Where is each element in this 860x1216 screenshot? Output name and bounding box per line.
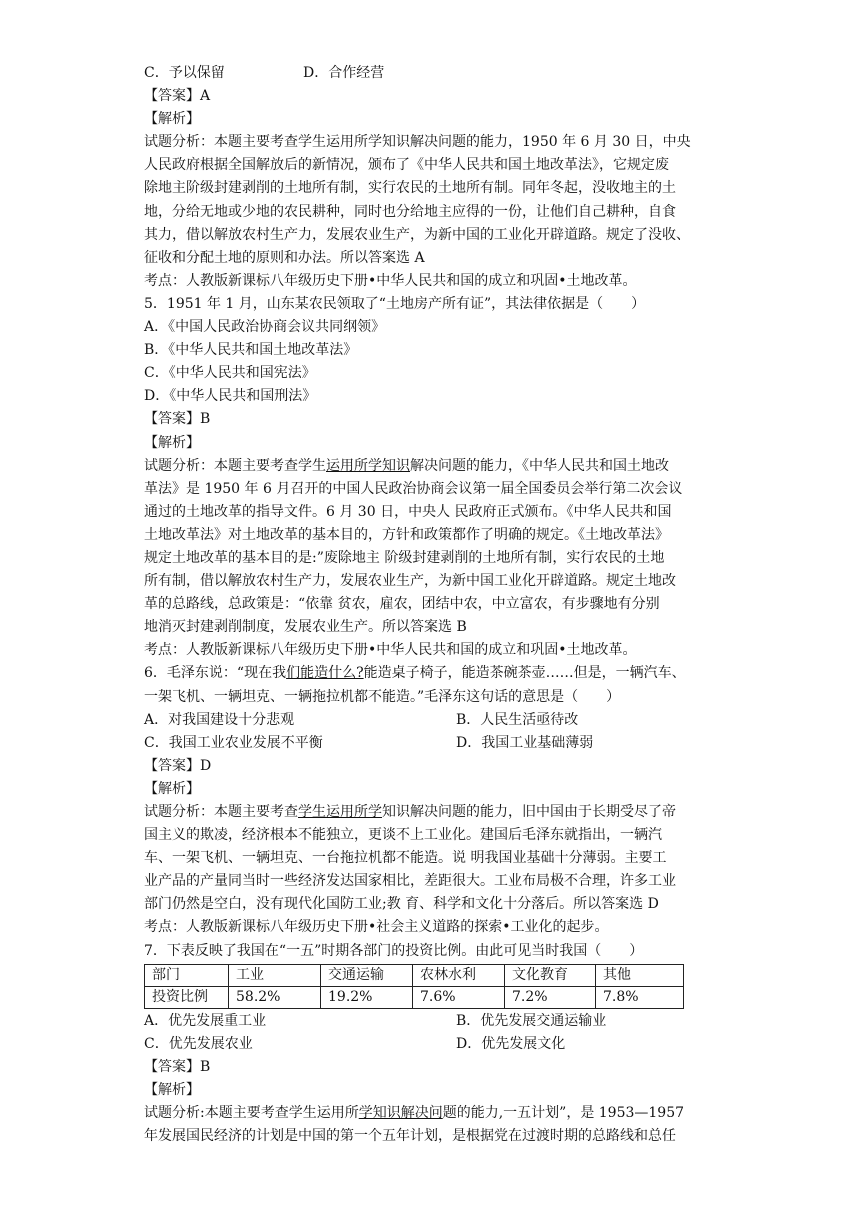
q5-analysis-line: 地消灭封建剥削制度，发展农业生产。所以答案选 B: [144, 619, 467, 636]
text-segment: 知识解决问题的能力，旧中国由于长期受尽了帝: [382, 804, 676, 820]
q5-option-c[interactable]: C．《中华人民共和国宪法》: [144, 365, 316, 382]
q4-answer: 【答案】A: [144, 88, 211, 105]
q5-analysis-line: 通过的土地改革的指导文件。6 月 30 日，中央人 民政府正式颁布。《中华人民共和国: [144, 503, 672, 520]
q7-option-a[interactable]: A．优先发展重工业: [144, 1012, 267, 1029]
table-cell: 交通运输: [321, 964, 413, 986]
q5-option-a[interactable]: A．《中国人民政治协商会议共同纲领》: [144, 319, 386, 336]
text-segment: 试题分析:本题主要考查学生运用所: [144, 1105, 359, 1122]
table-header-row: [145, 964, 684, 986]
q5-option-b[interactable]: B．《中华人民共和国土地改革法》: [144, 342, 358, 359]
text-segment: 题的能力,一五计划”，是 1953—1957: [442, 1105, 685, 1122]
q6-analysis-line: 部门仍然是空白，没有现代化国防工业;教 育、科学和文化十分落后。所以答案选 D: [144, 896, 659, 913]
q5-option-d[interactable]: D．《中华人民共和国刑法》: [144, 388, 317, 405]
q7-stem: 7．下表反映了我国在“一五”时期各部门的投资比例。由此可见当时我国（ ）: [144, 942, 644, 959]
text-segment: 试题分析：本题主要考查: [144, 804, 298, 820]
q4-options-cd: [144, 62, 720, 85]
q4-analysis-line: 人民政府根据全国解放后的新情况，颁布了《中华人民共和国土地改革法》，它规定废: [144, 157, 669, 174]
q7-options-ab: [144, 1010, 720, 1033]
q5-analysis-line: [144, 455, 720, 478]
q4-option-d[interactable]: D．合作经营: [303, 65, 385, 81]
table-cell: 农林水利: [413, 964, 505, 986]
table-cell: 7.2%: [505, 986, 596, 1008]
q5-analysis-line: 所有制，借以解放农村生产力，发展农业生产，为新中国工业化开辟道路。规定土地改: [144, 573, 676, 590]
q6-stem: [144, 662, 720, 685]
q4-analysis-heading: 【解析】: [144, 111, 200, 128]
q7-option-b[interactable]: B．优先发展交通运输业: [456, 1012, 607, 1029]
q5-analysis-line: 土地改革法》对土地改革的基本目的，方针和政策都作了明确的规定。《土地改革法》: [144, 526, 669, 543]
q6-analysis-line: 国主义的欺凌，经济根本不能独立，更谈不上工业化。建国后毛泽东就指出，一辆汽: [144, 827, 662, 844]
table-cell: 文化教育: [505, 964, 596, 986]
q6-analysis-heading: 【解析】: [144, 780, 200, 797]
q4-analysis-line: 地，分给无地或少地的农民耕种，同时也分给地主应得的一份，让他们自己耕种，自食: [144, 203, 676, 220]
q6-option-d[interactable]: D．我国工业基础薄弱: [456, 734, 594, 751]
q6-option-b[interactable]: B．人民生活亟待改: [456, 711, 579, 728]
table-row: [145, 986, 684, 1008]
q5-kaodian: 考点：人教版新课标八年级历史下册•中华人民共和国的成立和巩固•土地改革。: [144, 642, 637, 659]
q4-analysis-line: 征收和分配土地的原则和办法。所以答案选 A: [144, 249, 425, 266]
table-cell: 7.6%: [413, 986, 505, 1008]
q5-analysis-line: 革的总路线，总政策是：“依靠 贫农，雇农，团结中农，中立富农，有步骤地有分别: [144, 596, 660, 613]
table-cell: 其他: [596, 964, 684, 986]
q7-option-d[interactable]: D．优先发展文化: [456, 1035, 566, 1052]
q4-analysis-line: 除地主阶级封建剥削的土地所有制，实行农民的土地所有制。同年冬起，没收地主的土: [144, 180, 676, 197]
investment-table: [144, 964, 684, 1009]
underlined-text: 学生运用所学: [298, 804, 382, 820]
q5-stem: 5．1951 年 1 月，山东某农民领取了“土地房产所有证”，其法律依据是（ ）: [144, 295, 646, 312]
q7-answer: 【答案】B: [144, 1058, 211, 1075]
q5-answer: 【答案】B: [144, 411, 211, 428]
q7-options-cd: [144, 1033, 720, 1056]
q6-analysis-line: [144, 801, 720, 824]
q4-kaodian: 考点：人教版新课标八年级历史下册•中华人民共和国的成立和巩固•土地改革。: [144, 272, 637, 289]
q6-kaodian: 考点：人教版新课标八年级历史下册•社会主义道路的探索•工业化的起步。: [144, 919, 609, 936]
q7-analysis-heading: 【解析】: [144, 1081, 200, 1098]
document-page: [144, 62, 720, 1148]
table-cell: 19.2%: [321, 986, 413, 1008]
text-segment: 能造桌子椅子，能造茶碗茶壶……但是，一辆汽车、: [363, 665, 686, 682]
q6-option-c[interactable]: C．我国工业农业发展不平衡: [144, 734, 323, 751]
text-segment: 试题分析：本题主要考查学生: [144, 457, 326, 474]
q7-analysis-line: [144, 1102, 720, 1125]
q6-options-cd: [144, 732, 720, 755]
q4-analysis-line: 试题分析：本题主要考查学生运用所学知识解决问题的能力，1950 年 6 月 30 日，中央: [144, 134, 691, 151]
q6-answer: 【答案】D: [144, 757, 212, 774]
q5-analysis-heading: 【解析】: [144, 434, 200, 451]
table-cell: 投资比例: [145, 986, 229, 1008]
underlined-text: 运用所学知识: [326, 457, 410, 474]
q7-analysis-line: 年发展国民经济的计划是中国的第一个五年计划，是根据党在过渡时期的总路线和总任: [144, 1128, 676, 1145]
underlined-text: 学知识解决问: [358, 1105, 443, 1122]
q4-option-c[interactable]: C．予以保留: [144, 65, 225, 81]
q6-analysis-line: 车、一架飞机、一辆坦克、一台拖拉机都不能造。说 明我国业基础十分薄弱。主要工: [144, 850, 667, 867]
table-cell: 部门: [145, 964, 229, 986]
q5-analysis-line: 革法》是 1950 年 6 月召开的中国人民政治协商会议第一届全国委员会举行第二次会议: [144, 480, 683, 497]
text-segment: 解决问题的能力，《中华人民共和国土地改: [410, 457, 669, 474]
q6-analysis-line: 业产品的产量同当时一些经济发达国家相比，差距很大。工业布局极不合理，许多工业: [144, 873, 676, 890]
q6-stem-line2: 一架飞机、一辆坦克、一辆拖拉机都不能造。”毛泽东这句话的意思是（ ）: [144, 688, 621, 705]
text-segment: 6．毛泽东说：“现在我: [144, 665, 287, 682]
table-cell: 工业: [229, 964, 321, 986]
q7-option-c[interactable]: C．优先发展农业: [144, 1035, 253, 1052]
q4-analysis-line: 其力，借以解放农村生产力，发展农业生产，为新中国的工业化开辟道路。规定了没收、: [144, 226, 690, 243]
table-cell: 7.8%: [596, 986, 684, 1008]
q6-option-a[interactable]: A．对我国建设十分悲观: [144, 711, 295, 728]
underlined-text: 们能造什么?: [286, 665, 364, 682]
q6-options-ab: [144, 709, 720, 732]
q5-analysis-line: 规定土地改革的基本目的是:”废除地主 阶级封建剥削的土地所有制，实行农民的土地: [144, 549, 665, 566]
table-cell: 58.2%: [229, 986, 321, 1008]
